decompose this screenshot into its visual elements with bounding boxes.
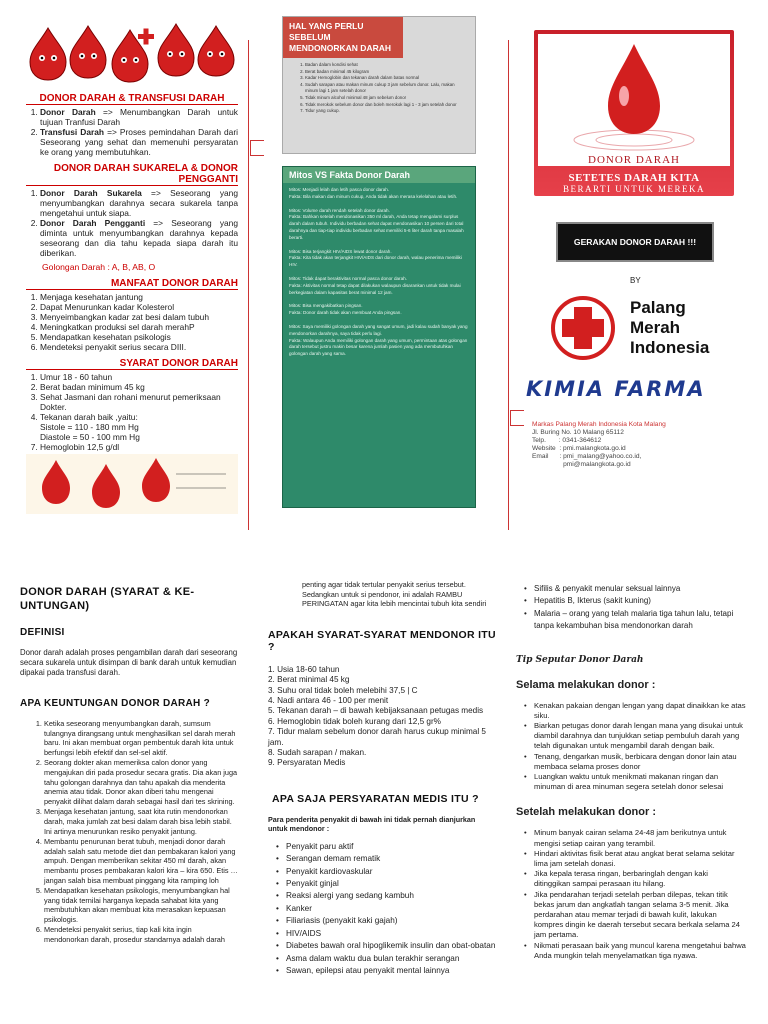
medis-item: • Penyakit kardiovaskular xyxy=(286,866,496,878)
contact-line: Jl. Buring No. 10 Malang 65112 xyxy=(532,429,624,436)
requirement-item: 4. Tekanan darah baik ,yaitu: xyxy=(40,412,238,422)
fact-text: Fakta: Donor darah tidak akan membuat Anda pingsan. xyxy=(289,310,402,316)
benefit-item: 4. Meningkatkan produksi sel darah merahP xyxy=(40,322,238,332)
setelah-item: • Hindari aktivitas fisik berat atau angkat berat selama sekitar lima jam setelah donasi. xyxy=(534,849,746,869)
setelah-item: • Minum banyak cairan selama 24-48 jam berikutnya untuk mengisi setiap cairan yang terambil. xyxy=(534,828,746,848)
before-donation-item: 7. Tidur yang cukup. xyxy=(305,108,467,115)
before-donation-item: 1. Badan dalam kondisi sehat xyxy=(305,62,467,69)
slogan-line-2: BERARTI UNTUK MEREKA xyxy=(563,184,705,194)
before-donation-box xyxy=(282,16,476,154)
requirement-item: 1. Umur 18 - 60 tahun xyxy=(40,372,238,382)
kimia-farma-logo: KIMIA FARMA xyxy=(526,377,706,401)
campaign-banner: GERAKAN DONOR DARAH !!! xyxy=(556,222,714,262)
definition-item: 2. Transfusi Darah => Proses pemindahan Darah dari Seseorang yang sehat dan memenuhi persyaratan ke orang yang membutuhkan. xyxy=(40,127,238,157)
myth-fact-item xyxy=(289,303,469,317)
medis-item: • HIV/AIDS xyxy=(286,928,496,940)
blood-type-line: Golongan Darah : A, B, AB, O xyxy=(42,262,156,272)
syarat-item: 7. Tidur malam sebelum donor darah harus cukup minimal 5 jam. xyxy=(268,727,486,747)
fact-text: Fakta: Aktivitas normal tetap dapat dilakukan walaupun disarankan untuk tidak mulai berkegiatan dalam kapasitas berat minimal 12 jam. xyxy=(289,282,461,295)
medis-item: • Reaksi alergi yang sedang kambuh xyxy=(286,890,496,902)
logo-text: DONOR DARAH xyxy=(588,154,680,166)
setelah-list xyxy=(516,828,746,961)
pmi-name xyxy=(630,298,709,358)
syarat-item: 5. Tekanan darah – di bawah kebijaksanaan petugas medis xyxy=(268,706,484,716)
selama-item: • Biarkan petugas donor darah lengan mana yang disukai untuk diambil darahnya dan tunjukkan setiap pembuluh darah yang telah digunakan untuk mengambil darah dengan baik. xyxy=(534,721,746,752)
syarat-item: 3. Suhu oral tidak boleh melebihi 37,5 | C xyxy=(268,685,418,695)
pmi-logo xyxy=(548,293,750,363)
definition-item: 1. Donor Darah => Menumbangkan Darah untuk tujuan Tranfusi Darah xyxy=(40,107,238,127)
setelah-item: • Jika pendarahan terjadi setelah perban dilepas, tekan titik bekas jarum dan angkatlah tangan selama 3-5 menit. Jika perdarahan atau memar terjadi di bawah kulit, lakukan kompres dingin ke daerah tersebut secara berkala selama 24 jam pertama. xyxy=(534,890,746,941)
inside-column-2 xyxy=(268,580,496,977)
setelah-heading: Setelah melakukan donor : xyxy=(516,806,656,819)
panel-3 xyxy=(518,30,750,469)
medis-item: • Sawan, epilepsi atau penyakit mental lainnya xyxy=(286,965,496,977)
medis-item: • Asma dalam waktu dua bulan terakhir serangan xyxy=(286,953,496,965)
keuntungan-heading: APA KEUNTUNGAN DONOR DARAH ? xyxy=(20,698,211,709)
medis-heading: APA SAJA PERSYARATAN MEDIS ITU ? xyxy=(272,792,479,805)
medis-item: • Penyakit paru aktif xyxy=(286,841,496,853)
contact-line: pmi@malangkota.go.id xyxy=(532,461,631,468)
fact-text: Fakta: Bila makan dan minum cukup, Anda tidak akan merasa kelelahan atau letih. xyxy=(289,193,458,199)
keuntungan-item: 1. Ketika seseorang menyumbangkan darah, sumsum tulangnya dirangsang untuk menghasilkan sel darah merah baru. Ini akan membuat organ pembentuk darah kita untuk berfungsi lebih efektif dan sel-sel aktif. xyxy=(44,719,238,757)
before-donation-item: 4. Sudah sarapan atau makan minum cukup 3 jam sebelum donor. Lalu, makan minum lagi 1 jam setelah donor xyxy=(305,82,467,95)
by-label: BY xyxy=(630,276,641,285)
myth-text: Mitos: Volume darah rendah setelah donor darah. xyxy=(289,207,390,213)
medis-list xyxy=(268,841,496,977)
syarat-item: 1. Usia 18-60 tahun xyxy=(268,664,340,674)
medis-intro: Para penderita penyakit di bawah ini tidak pernah dianjurkan untuk mendonor : xyxy=(268,814,476,833)
myth-fact-item xyxy=(289,249,469,269)
section-title-sukarela: DONOR DARAH SUKARELA & DONOR PENGGANTI xyxy=(26,163,238,186)
myth-fact-box xyxy=(282,166,476,508)
inside-title: DONOR DARAH (SYARAT & KE-UNTUNGAN) xyxy=(20,586,195,612)
donor-kind-item: 2. Donor Darah Pengganti => Seseorang yang diminta untuk menyumbangkan darahnya kepada seseorang dan dia tahu kepada siapa darah itu diberikan. xyxy=(40,218,238,258)
col2-continued-text: penting agar tidak tertular penyakit serius tersebut. Sedangkan untuk si pendonor, ini adalah RAMBU PERINGATAN agar kita lebih mencintai tubuh kita sendiri xyxy=(302,580,487,609)
myth-text: Mitos: Tidak dapat beraktivitas normal pasca donor darah. xyxy=(289,275,407,281)
contact-info xyxy=(532,421,750,469)
blood-drop-mascots-illustration xyxy=(26,20,238,86)
selama-heading: Selama melakukan donor : xyxy=(516,678,656,691)
benefit-item: 3. Menyeimbangkan kadar zat besi dalam tubuh xyxy=(40,312,238,322)
benefit-item: 6. Mendeteksi penyakit serius secara DIII. xyxy=(40,342,238,352)
myth-fact-item xyxy=(289,187,469,201)
medis-item: • Kanker xyxy=(286,903,496,915)
syarat-item: 4. Nadi antara 46 - 100 per menit xyxy=(268,696,389,705)
medis-item: • Diabetes bawah oral hipoglikemik insulin dan obat-obatan xyxy=(286,940,496,952)
donor-kind-item: 1. Donor Darah Sukarela => Seseorang yang menyumbangkan darahnya secara sukarela tanpa mengetahui untuk siapa. xyxy=(40,188,238,218)
pmi-line-3: Indonesia xyxy=(630,338,710,357)
panel-2 xyxy=(282,16,476,508)
panel-divider-1 xyxy=(248,40,249,530)
donor-logo-panel xyxy=(534,30,734,196)
definition-list xyxy=(26,107,238,157)
contact-line: Website : pmi.malangkota.go.id xyxy=(532,445,626,452)
keuntungan-list xyxy=(20,719,238,945)
requirement-item: Sistole = 110 - 180 mm Hg xyxy=(40,422,139,432)
definisi-text: Donor darah adalah proses pengambilan darah dari seseorang secara sukarela untuk disimpan di bank darah untuk kemudian dipakai pada transfusi darah. xyxy=(20,648,238,677)
fact-text: Fakta: Kita tidak akan terjangkit HIV/AIDS dari donor darah, walau penerima memiliki HIV. xyxy=(289,255,462,268)
contact-line: Email : pmi_malang@yahoo.co.id, xyxy=(532,453,642,460)
before-donation-title: HAL YANG PERLU SEBELUM MENDONORKAN DARAH xyxy=(283,17,403,58)
tips-heading: Tip Seputar Donor Darah xyxy=(516,654,644,665)
panel-divider-2 xyxy=(508,40,509,530)
myth-fact-item xyxy=(289,324,469,358)
myth-fact-item xyxy=(289,276,469,296)
keuntungan-item: 5. Mendapatkan kesehatan psikologis, menyumbangkan hal yang tidak ternilai harganya kepada sahabat kita yang membutuhkan akan membuat kita merasakan kepuasan psikologis. xyxy=(44,886,238,924)
syarat-list xyxy=(268,665,496,769)
selama-item: • Tenang, dengarkan musik, berbicara dengan donor lain atau membaca selama proses donor xyxy=(534,752,746,772)
section-title-syarat: SYARAT DONOR DARAH xyxy=(26,358,238,370)
panel-1 xyxy=(26,20,238,530)
medis-item: • Filiariasis (penyakit kaki gajah) xyxy=(286,915,496,927)
setelah-item: • Nikmati perasaan baik yang muncul karena mengetahui bahwa Anda mungkin telah menyelamatkan tiga nyawa. xyxy=(534,941,746,961)
before-donation-item: 3. Kadar Hemoglobin dan tekanan darah dalam batas normal xyxy=(305,75,467,82)
disease-item: • Malaria – orang yang telah malaria tiga tahun lalu, tetapi tanpa kekambuhan bisa mendonorkan darah xyxy=(534,608,746,633)
divider-bracket xyxy=(250,140,264,156)
blood-drops-cartoon-illustration xyxy=(26,454,238,514)
keuntungan-item: 4. Membantu penurunan berat tubuh, menjadi donor darah adalah salah satu metode diet dan pembakaran kalori yang ampuh. Dengan memberikan sekitar 450 ml darah, akan membantu proses pembakaran kalori kira – kira 650. Etis … jangan salah bisa membuat pinggang kita ramping loh xyxy=(44,837,238,885)
requirement-item: 2. Berat badan minimum 45 kg xyxy=(40,382,238,392)
selama-item: • Luangkan waktu untuk menikmati makanan ringan dan minuman di area minuman segera setelah donor selesai xyxy=(534,772,746,792)
fact-text: Fakta: Walaupun Anda memiliki golongan darah yang umum, permintaan atas golongan darah tersebut justru makin besar karena jumlah pasien yang ada membutuhkan golongan darah yang sama. xyxy=(289,337,468,357)
disease-list-continued xyxy=(516,583,746,633)
benefit-item: 5. Mendapatkan kesehatan psikologis xyxy=(40,332,238,342)
keuntungan-item: 3. Menjaga kesehatan jantung, saat kita rutin mendonorkan darah, maka jumlah zat besi dalam darah bisa lebih stabil. Ini artinya menurunkan resiko penyakit jantung. xyxy=(44,807,238,836)
fact-text: Fakta: Bahkan setelah mendonasikan 350 ml darah, Anda tetap mengalami surplus darah dalam tubuh. Individu berbadan sehat dapat mendonasikan 10 persen dari total darahnya dan tiap-tiap individu berbadan sehat memiliki 5-6 liter darah tanpa masalah berarti. xyxy=(289,214,464,240)
pmi-line-1: Palang xyxy=(630,298,686,317)
myth-fact-list xyxy=(283,183,475,369)
benefit-list xyxy=(26,292,238,352)
requirement-item: 3. Sehat Jasmani dan rohani menurut pemeriksaan Dokter. xyxy=(40,392,238,412)
inside-column-3 xyxy=(516,583,746,961)
syarat-item: 9. Persyaratan Medis xyxy=(268,758,346,768)
syarat-item: 2. Berat minimal 45 kg xyxy=(268,675,350,685)
myth-text: Mitos: Menjadi lelah dan letih pasca donor darah. xyxy=(289,187,390,192)
section-title-manfaat: MANFAAT DONOR DARAH xyxy=(26,278,238,290)
section-title-transfusi: DONOR DARAH & TRANSFUSI DARAH xyxy=(26,93,238,105)
blood-drop-icon xyxy=(534,36,734,156)
keuntungan-item: 6. Mendeteksi penyakit serius, tiap kali kita ingin mendonorkan darah, prosedur standarnya adalah darah xyxy=(44,925,238,944)
definisi-heading: DEFINISI xyxy=(20,627,65,638)
benefit-item: 1. Menjaga kesehatan jantung xyxy=(40,292,238,302)
donor-kind-item-term: Donor Darah Pengganti xyxy=(40,218,146,228)
before-donation-item: 2. Berat badan minimal 45 kilogram xyxy=(305,69,467,76)
inside-column-1 xyxy=(20,585,238,946)
syarat-heading: APAKAH SYARAT-SYARAT MENDONOR ITU ? xyxy=(268,628,496,653)
keuntungan-item: 2. Seorang dokter akan memeriksa calon donor yang mengajukan diri pada prosedur secara gratis. Dia akan juga tahu golongan darahnya dan tahu apakah dia menderita anemia atau tidak. Donor akan diberi tahu mengenai penyakit dilihat dalam darah sebagai hasil dari tes skrining. xyxy=(44,758,238,806)
definition-item-term: Donor Darah xyxy=(40,107,96,117)
myth-text: Mitos: Saya memiliki golongan darah yang sangat umum, jadi kalau sudah banyak yang mendonorkan darahnya, saya tidak perlu lagi. xyxy=(289,323,468,336)
myth-fact-item xyxy=(289,208,469,242)
requirement-list xyxy=(26,372,238,452)
disease-item: • Hepatitis B, Ikterus (sakit kuning) xyxy=(534,595,746,607)
definition-item-term: Transfusi Darah xyxy=(40,127,105,137)
contact-line: Telp. : 0341-364612 xyxy=(532,437,602,444)
selama-item: • Kenakan pakaian dengan lengan yang dapat dinaikkan ke atas siku. xyxy=(534,701,746,721)
slogan-line-1: SETETES DARAH KITA xyxy=(568,172,700,184)
myth-text: Mitos: Bisa mengakibatkan pingsan. xyxy=(289,303,363,309)
before-donation-item: 6. Tidak merokok sebelum donor dan boleh merokok lagi 1 - 3 jam setelah donor xyxy=(305,102,467,109)
syarat-item: 6. Hemoglobin tidak boleh kurang dari 12,5 gr% xyxy=(268,716,441,726)
contact-line: Markas Palang Merah Indonesia Kota Malang xyxy=(532,421,666,428)
selama-list xyxy=(516,701,746,793)
setelah-item: • Jika kepala terasa ringan, berbaringlah dengan kaki ditinggikan sampai perasaan itu hilang. xyxy=(534,869,746,889)
before-donation-list xyxy=(283,58,475,115)
red-cross-icon xyxy=(548,293,618,363)
donor-kind-item-term: Donor Darah Sukarela xyxy=(40,188,142,198)
donor-kind-list xyxy=(26,188,238,258)
myth-text: Mitos: Bisa terjangkit HIV/AIDS lewat donor darah. xyxy=(289,248,392,254)
medis-item: • Penyakit ginjal xyxy=(286,878,496,890)
before-donation-item: 5. Tidak minum alcohol minimal 48 jam sebelum donor xyxy=(305,95,467,102)
syarat-item: 8. Sudah sarapan / makan. xyxy=(268,748,367,758)
pmi-line-2: Merah xyxy=(630,318,681,337)
disease-item: • Sifilis & penyakit menular seksual lainnya xyxy=(534,583,746,595)
medis-item: • Serangan demam rematik xyxy=(286,853,496,865)
requirement-item: Diastole = 50 - 100 mm Hg xyxy=(40,432,140,442)
myth-fact-title: Mitos VS Fakta Donor Darah xyxy=(283,167,475,183)
requirement-item: 7. Hemoglobin 12,5 g/dl xyxy=(40,442,238,452)
benefit-item: 2. Dapat Menurunkan kadar Kolesterol xyxy=(40,302,238,312)
